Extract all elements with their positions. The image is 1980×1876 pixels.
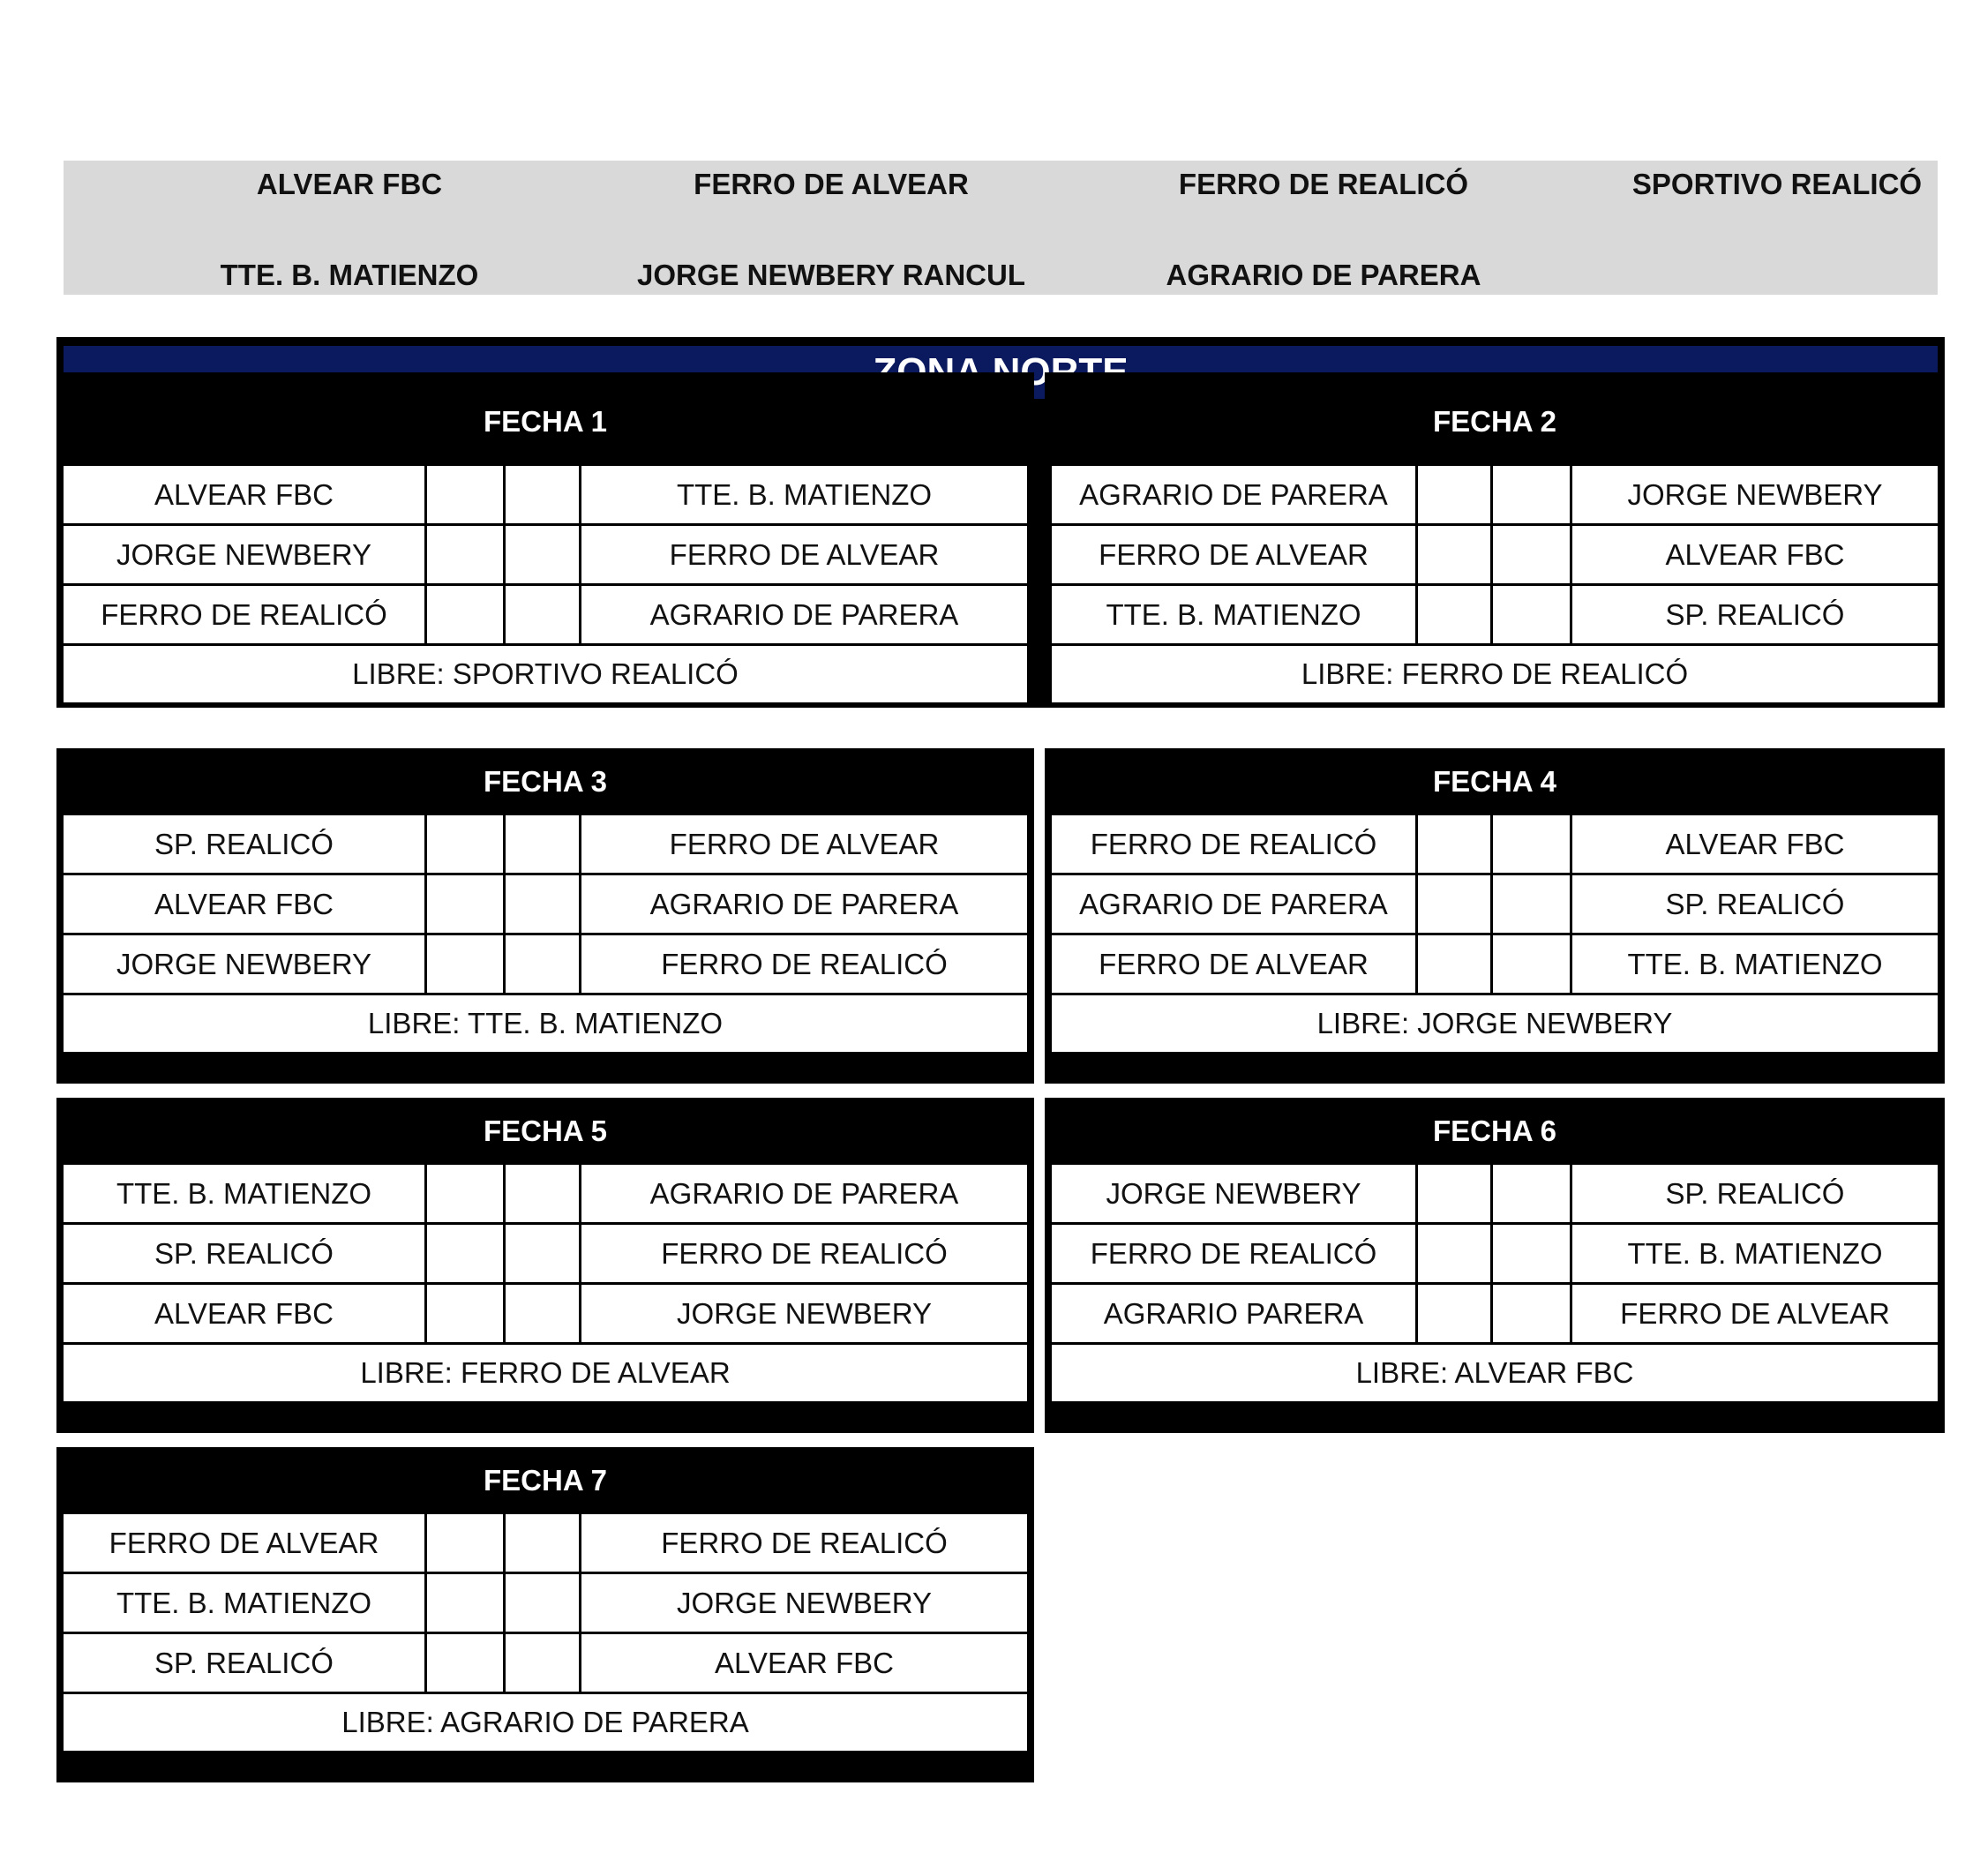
match-row bbox=[64, 815, 1027, 873]
away-team: AGRARIO DE PARERA bbox=[581, 875, 1027, 933]
match-row bbox=[64, 1514, 1027, 1572]
home-score-cell bbox=[1418, 1285, 1490, 1342]
away-score-cell bbox=[1493, 1165, 1570, 1222]
home-team: TTE. B. MATIENZO bbox=[64, 1165, 424, 1222]
home-score-cell bbox=[1418, 815, 1490, 873]
away-team: AGRARIO DE PARERA bbox=[581, 586, 1027, 643]
away-score-cell bbox=[506, 1285, 579, 1342]
home-score-cell bbox=[427, 935, 503, 993]
away-score-cell bbox=[506, 1514, 579, 1572]
away-score-cell bbox=[506, 875, 579, 933]
team-name: SPORTIVO REALICÓ bbox=[1631, 168, 1923, 200]
fecha-title: FECHA 6 bbox=[1433, 1114, 1556, 1147]
away-score-cell bbox=[1493, 1225, 1570, 1282]
home-team: FERRO DE REALICÓ bbox=[1052, 1225, 1415, 1282]
away-score-cell bbox=[1493, 875, 1570, 933]
away-score-cell bbox=[1493, 586, 1570, 643]
match-row bbox=[1052, 1225, 1938, 1282]
match-row bbox=[64, 586, 1027, 643]
home-team: SP. REALICÓ bbox=[64, 815, 424, 873]
match-row bbox=[64, 1225, 1027, 1282]
home-team: SP. REALICÓ bbox=[64, 1225, 424, 1282]
team-name: ALVEAR FBC bbox=[256, 168, 443, 200]
home-team: JORGE NEWBERY bbox=[64, 526, 424, 583]
match-row bbox=[1052, 586, 1938, 643]
fecha-body bbox=[64, 1514, 1027, 1749]
fecha-body bbox=[64, 1165, 1027, 1399]
away-team: TTE. B. MATIENZO bbox=[581, 466, 1027, 523]
away-score-cell bbox=[1493, 466, 1570, 523]
libre-team: LIBRE: AGRARIO DE PARERA bbox=[64, 1694, 1027, 1751]
match-row bbox=[1052, 466, 1938, 523]
home-team: TTE. B. MATIENZO bbox=[1052, 586, 1415, 643]
fecha-4-table bbox=[1045, 748, 1945, 1084]
team-name: JORGE NEWBERY RANCUL bbox=[636, 259, 1026, 291]
home-score-cell bbox=[427, 1225, 503, 1282]
home-score-cell bbox=[1418, 935, 1490, 993]
fecha-7-table bbox=[56, 1447, 1034, 1782]
away-score-cell bbox=[1493, 526, 1570, 583]
away-team: FERRO DE ALVEAR bbox=[581, 815, 1027, 873]
home-score-cell bbox=[1418, 466, 1490, 523]
away-score-cell bbox=[1493, 1285, 1570, 1342]
away-score-cell bbox=[506, 466, 579, 523]
home-score-cell bbox=[427, 1574, 503, 1632]
fecha-3-table bbox=[56, 748, 1034, 1084]
away-team: TTE. B. MATIENZO bbox=[1572, 935, 1938, 993]
match-row bbox=[64, 1165, 1027, 1222]
libre-team: LIBRE: ALVEAR FBC bbox=[1052, 1345, 1938, 1401]
match-row bbox=[1052, 526, 1938, 583]
away-score-cell bbox=[506, 586, 579, 643]
away-score-cell bbox=[506, 935, 579, 993]
home-score-cell bbox=[1418, 875, 1490, 933]
away-score-cell bbox=[506, 1634, 579, 1692]
fecha-body bbox=[1052, 466, 1938, 701]
team-name: FERRO DE REALICÓ bbox=[1178, 168, 1469, 200]
home-score-cell bbox=[427, 1165, 503, 1222]
away-team: AGRARIO DE PARERA bbox=[581, 1165, 1027, 1222]
away-team: TTE. B. MATIENZO bbox=[1572, 1225, 1938, 1282]
away-team: ALVEAR FBC bbox=[1572, 526, 1938, 583]
home-team: TTE. B. MATIENZO bbox=[64, 1574, 424, 1632]
home-score-cell bbox=[427, 466, 503, 523]
match-row bbox=[64, 875, 1027, 933]
match-row bbox=[1052, 875, 1938, 933]
team-name: FERRO DE ALVEAR bbox=[694, 168, 969, 200]
fecha-6-table bbox=[1045, 1098, 1945, 1433]
home-team: AGRARIO DE PARERA bbox=[1052, 466, 1415, 523]
fecha-title: FECHA 3 bbox=[484, 765, 607, 798]
home-team: FERRO DE ALVEAR bbox=[64, 1514, 424, 1572]
home-score-cell bbox=[1418, 1225, 1490, 1282]
fecha-title: FECHA 1 bbox=[484, 405, 607, 438]
fecha-title: FECHA 2 bbox=[1433, 405, 1556, 438]
match-row bbox=[1052, 815, 1938, 873]
libre-team: LIBRE: FERRO DE ALVEAR bbox=[64, 1345, 1027, 1401]
home-team: FERRO DE REALICÓ bbox=[64, 586, 424, 643]
home-score-cell bbox=[427, 875, 503, 933]
home-score-cell bbox=[427, 1634, 503, 1692]
home-team: ALVEAR FBC bbox=[64, 1285, 424, 1342]
home-score-cell bbox=[427, 586, 503, 643]
away-team: FERRO DE ALVEAR bbox=[1572, 1285, 1938, 1342]
away-score-cell bbox=[1493, 815, 1570, 873]
match-row bbox=[1052, 935, 1938, 993]
fecha-body bbox=[64, 815, 1027, 1050]
home-team: JORGE NEWBERY bbox=[1052, 1165, 1415, 1222]
away-team: ALVEAR FBC bbox=[1572, 815, 1938, 873]
away-team: SP. REALICÓ bbox=[1572, 875, 1938, 933]
home-team: JORGE NEWBERY bbox=[64, 935, 424, 993]
match-row bbox=[64, 1285, 1027, 1342]
match-row bbox=[64, 466, 1027, 523]
match-row bbox=[1052, 1165, 1938, 1222]
home-score-cell bbox=[427, 526, 503, 583]
fecha-body bbox=[1052, 815, 1938, 1050]
home-team: ALVEAR FBC bbox=[64, 466, 424, 523]
home-score-cell bbox=[1418, 586, 1490, 643]
away-team: FERRO DE REALICÓ bbox=[581, 935, 1027, 993]
fecha-1-table bbox=[56, 372, 1034, 708]
libre-team: LIBRE: FERRO DE REALICÓ bbox=[1052, 646, 1938, 702]
away-score-cell bbox=[1493, 935, 1570, 993]
away-team: FERRO DE REALICÓ bbox=[581, 1514, 1027, 1572]
away-score-cell bbox=[506, 526, 579, 583]
team-name: AGRARIO DE PARERA bbox=[1166, 259, 1481, 291]
match-row bbox=[1052, 1285, 1938, 1342]
fecha-body bbox=[64, 466, 1027, 701]
away-score-cell bbox=[506, 1225, 579, 1282]
home-team: ALVEAR FBC bbox=[64, 875, 424, 933]
match-row bbox=[64, 1634, 1027, 1692]
match-row bbox=[64, 935, 1027, 993]
match-row bbox=[64, 526, 1027, 583]
away-score-cell bbox=[506, 1165, 579, 1222]
away-team: FERRO DE ALVEAR bbox=[581, 526, 1027, 583]
home-score-cell bbox=[427, 1285, 503, 1342]
fecha-5-table bbox=[56, 1098, 1034, 1433]
away-team: JORGE NEWBERY bbox=[1572, 466, 1938, 523]
match-row bbox=[64, 1574, 1027, 1632]
home-team: FERRO DE REALICÓ bbox=[1052, 815, 1415, 873]
home-team: AGRARIO PARERA bbox=[1052, 1285, 1415, 1342]
away-team: SP. REALICÓ bbox=[1572, 586, 1938, 643]
fecha-body bbox=[1052, 1165, 1938, 1399]
away-score-cell bbox=[506, 815, 579, 873]
libre-team: LIBRE: JORGE NEWBERY bbox=[1052, 995, 1938, 1052]
home-score-cell bbox=[1418, 526, 1490, 583]
teams-list bbox=[64, 161, 1938, 295]
away-team: JORGE NEWBERY bbox=[581, 1574, 1027, 1632]
fecha-title: FECHA 5 bbox=[484, 1114, 607, 1147]
home-score-cell bbox=[427, 815, 503, 873]
away-team: ALVEAR FBC bbox=[581, 1634, 1027, 1692]
away-team: FERRO DE REALICÓ bbox=[581, 1225, 1027, 1282]
fecha-2-table bbox=[1045, 372, 1945, 708]
away-team: JORGE NEWBERY bbox=[581, 1285, 1027, 1342]
home-team: SP. REALICÓ bbox=[64, 1634, 424, 1692]
libre-team: LIBRE: SPORTIVO REALICÓ bbox=[64, 646, 1027, 702]
away-team: SP. REALICÓ bbox=[1572, 1165, 1938, 1222]
home-team: FERRO DE ALVEAR bbox=[1052, 526, 1415, 583]
away-score-cell bbox=[506, 1574, 579, 1632]
libre-team: LIBRE: TTE. B. MATIENZO bbox=[64, 995, 1027, 1052]
home-score-cell bbox=[1418, 1165, 1490, 1222]
home-score-cell bbox=[427, 1514, 503, 1572]
home-team: AGRARIO DE PARERA bbox=[1052, 875, 1415, 933]
home-team: FERRO DE ALVEAR bbox=[1052, 935, 1415, 993]
fecha-title: FECHA 4 bbox=[1433, 765, 1556, 798]
fecha-title: FECHA 7 bbox=[484, 1464, 607, 1497]
team-name: TTE. B. MATIENZO bbox=[220, 259, 479, 291]
